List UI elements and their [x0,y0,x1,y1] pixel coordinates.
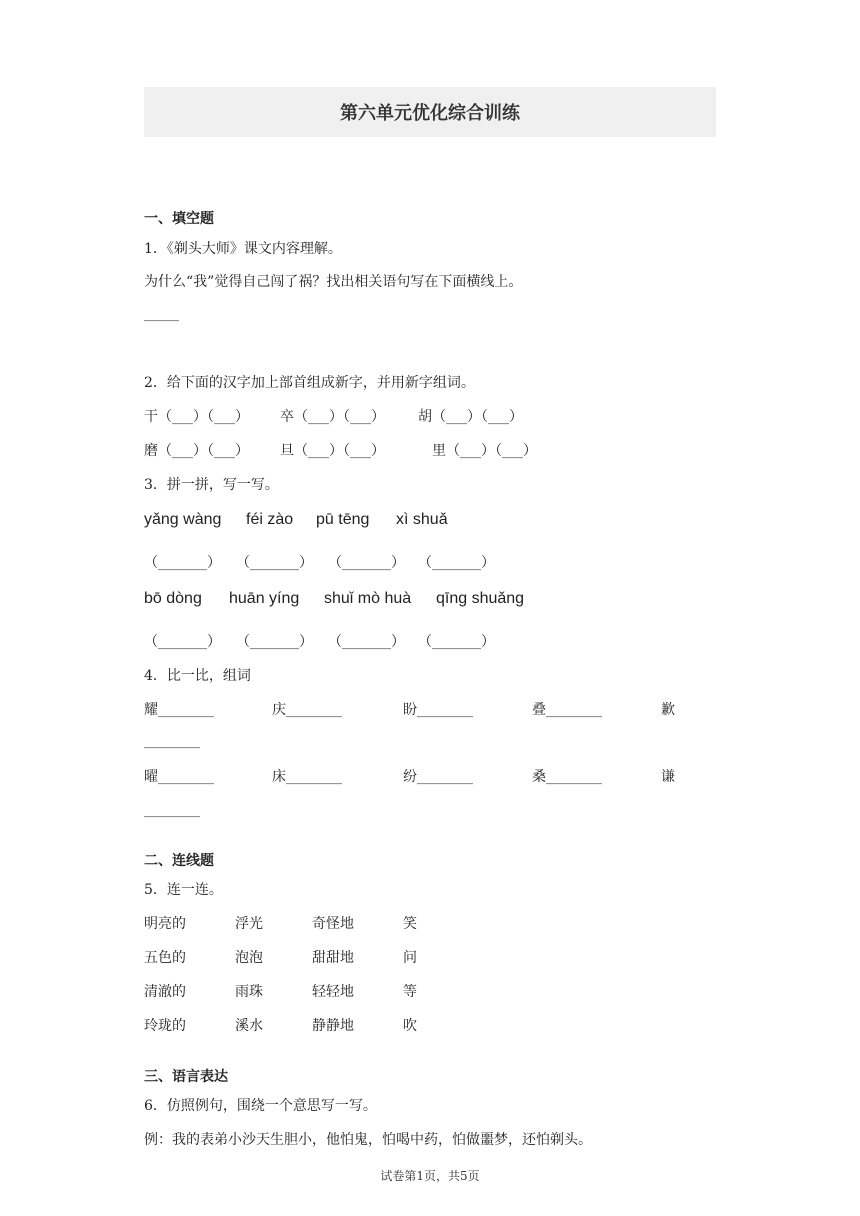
q4-stem: 4．比一比，组词 [144,668,251,684]
q5-cell[interactable]: 清澈的 [144,984,186,1000]
q5-cell[interactable]: 甜甜地 [312,950,354,966]
q5-cell[interactable]: 五色的 [144,950,186,966]
section-heading-fill-blank: 一、填空题 [144,211,214,227]
q5-cell[interactable]: 静静地 [312,1018,354,1034]
q3-blank[interactable]: （_______） [236,555,313,571]
q4-item[interactable]: 纷________ [403,769,473,785]
q3-blank[interactable]: （_______） [418,634,495,650]
q3-pinyin: féi zào [246,511,294,528]
q3-blank[interactable]: （_______） [418,555,495,571]
q5-cell[interactable]: 笑 [403,916,417,932]
q5-stem: 5．连一连。 [144,882,223,898]
page-title [144,87,716,137]
q2-item[interactable]: 胡（___）（___） [418,409,523,425]
q3-pinyin: xì shuǎ [396,511,448,528]
q3-blank[interactable]: （_______） [328,555,405,571]
q4-item[interactable]: 桑________ [532,769,602,785]
q4-item[interactable]: 盼________ [403,702,473,718]
page-title-text: 第六单元优化综合训练 [340,103,520,124]
q5-cell[interactable]: 浮光 [235,916,263,932]
q6-stem: 6．仿照例句，围绕一个意思写一写。 [144,1098,377,1114]
q5-cell[interactable]: 明亮的 [144,916,186,932]
q4-item[interactable]: 耀________ [144,702,214,718]
q3-blank[interactable]: （_______） [144,555,221,571]
q5-cell[interactable]: 泡泡 [235,950,263,966]
q3-blank[interactable]: （_______） [236,634,313,650]
q1-answer-line[interactable]: _____ [144,306,179,322]
q1-stem: 1．《剃头大师》课文内容理解。 [144,241,342,257]
q4-item[interactable]: 曜________ [144,769,214,785]
section-heading-language-expression: 三、语言表达 [144,1069,228,1085]
q5-cell[interactable]: 溪水 [235,1018,263,1034]
q5-cell[interactable]: 玲珑的 [144,1018,186,1034]
q2-stem: 2．给下面的汉字加上部首组成新字，并用新字组词。 [144,375,475,391]
q3-pinyin: bō dòng [144,590,202,607]
q5-cell[interactable]: 雨珠 [235,984,263,1000]
q4-item[interactable]: 庆________ [272,702,342,718]
q3-pinyin: pū tēng [316,511,370,528]
page-footer: 试卷第1页，共5页 [380,1169,480,1183]
q3-stem: 3．拼一拼，写一写。 [144,477,279,493]
q1-prompt: 为什么“我”觉得自己闯了祸？找出相关语句写在下面横线上。 [144,274,523,290]
q4-item[interactable]: 谦 [661,769,675,785]
q2-item[interactable]: 里（___）（___） [432,443,537,459]
q2-item[interactable]: 磨（___）（___） [144,443,249,459]
q3-pinyin: huān yíng [229,590,300,607]
q3-pinyin: yǎng wàng [144,511,222,528]
q3-pinyin: qīng shuǎng [436,590,525,607]
section-heading-matching: 二、连线题 [144,853,214,869]
q2-item[interactable]: 旦（___）（___） [280,443,385,459]
q3-blank[interactable]: （_______） [328,634,405,650]
q4-item[interactable]: 床________ [272,769,342,785]
q2-item[interactable]: 干（___）（___） [144,409,249,425]
q4-item[interactable]: 歉 [661,702,675,718]
q6-example: 例：我的表弟小沙天生胆小，他怕鬼，怕喝中药，怕做噩梦，还怕剃头。 [144,1132,592,1148]
q4-tail-blank[interactable]: ________ [144,802,200,818]
q4-tail-blank[interactable]: ________ [144,733,200,749]
q2-item[interactable]: 卒（___）（___） [280,409,385,425]
q3-pinyin: shuǐ mò huà [324,590,412,607]
q5-cell[interactable]: 轻轻地 [312,984,354,1000]
q5-cell[interactable]: 吹 [403,1018,417,1034]
q4-item[interactable]: 叠________ [532,702,602,718]
q5-cell[interactable]: 等 [403,984,417,1000]
q5-cell[interactable]: 奇怪地 [312,916,354,932]
q5-cell[interactable]: 问 [403,950,417,966]
q3-blank[interactable]: （_______） [144,634,221,650]
